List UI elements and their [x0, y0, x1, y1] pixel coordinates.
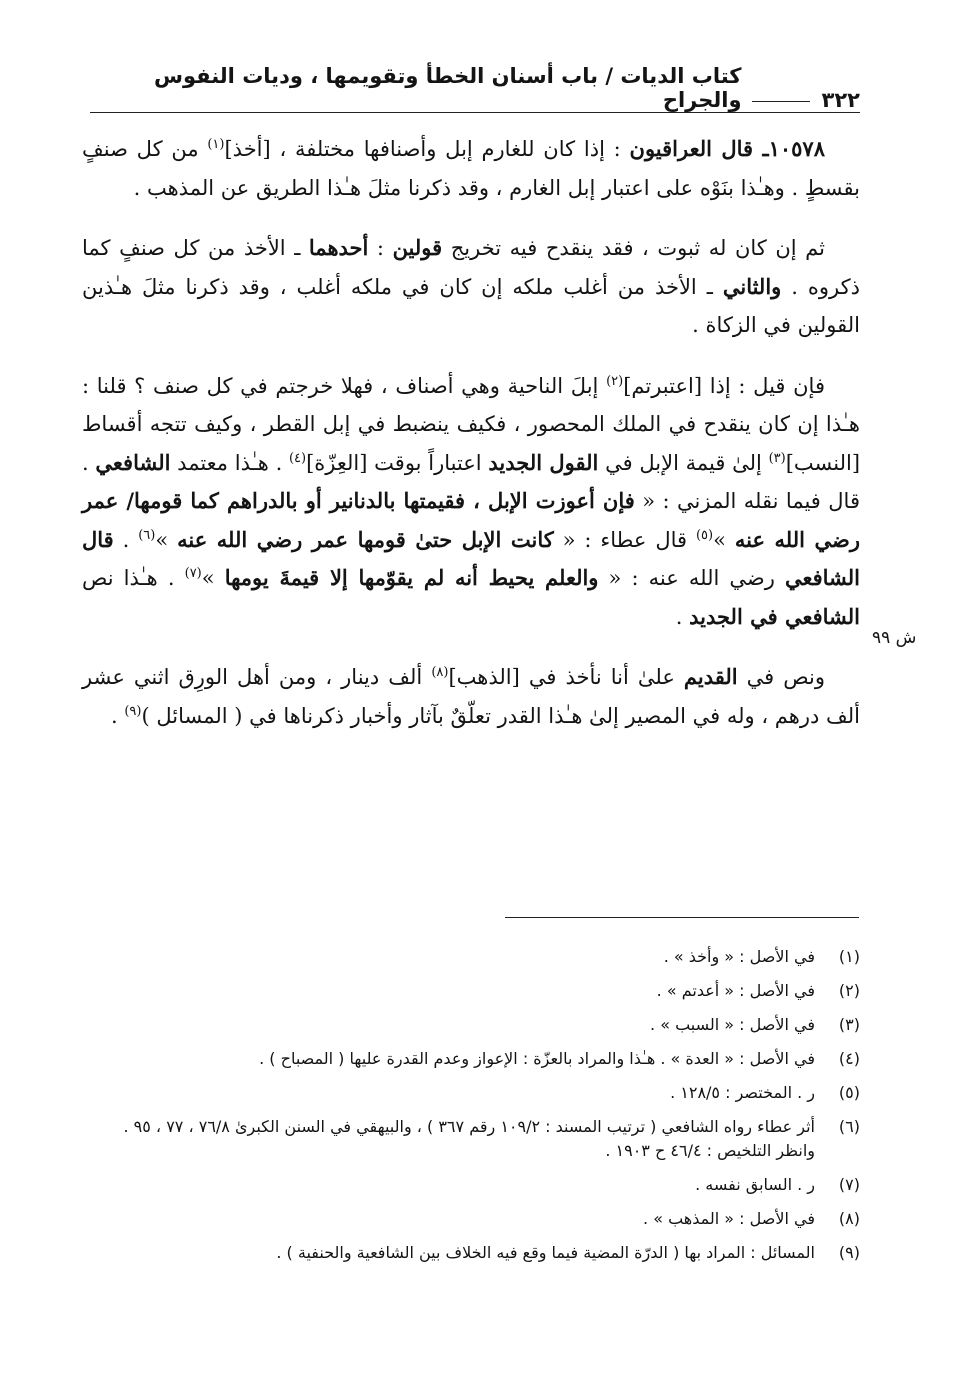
- footnote-number: (٤): [838, 1049, 860, 1068]
- paragraph-4: [82, 658, 860, 735]
- footnote-text: المسائل : المراد بها ( الدرّة المضية فيما وقع فيه الخلاف بين الشافعية والحنفية ) .: [276, 1243, 815, 1262]
- paragraph-1: [82, 130, 860, 207]
- footnote-item: [120, 1173, 860, 1197]
- text-run: »: [201, 566, 225, 590]
- text-run: قال عطاء : «: [553, 527, 696, 552]
- text-run: . قال فيما نقله المزني : «: [82, 450, 860, 513]
- text-run: فإن قيل : إذا [اعتبرتم]: [623, 373, 825, 398]
- footnote-number: (١): [838, 947, 860, 966]
- footnote-ref: (٨): [431, 665, 449, 680]
- footnote-number: (٨): [838, 1209, 860, 1228]
- bold-run: كانت الإبل حتىٰ قومها عمر رضي الله عنه: [177, 526, 554, 552]
- bold-run: والعلم يحيط أنه لم يقوّمها إلا قيمةَ يومها: [224, 565, 599, 590]
- text-run: .: [110, 703, 125, 728]
- footnote-item: [120, 1241, 860, 1265]
- header-dash: [752, 101, 810, 102]
- running-header: [90, 62, 860, 113]
- bold-run: الشافعي في الجديد: [689, 603, 860, 629]
- margin-manuscript-folio: ش ٩٩: [872, 628, 917, 648]
- bold-run: قولين: [392, 235, 443, 260]
- footnote-text: في الأصل : « العدة » . هـٰذا والمراد بالعزّة : الإعواز وعدم القدرة عليها ( المصباح ) .: [259, 1049, 815, 1068]
- text-run: »: [155, 527, 178, 552]
- text-run: .: [113, 527, 139, 552]
- text-run: ونص في: [737, 665, 825, 689]
- bold-run: القول الجديد: [488, 449, 599, 475]
- footnote-item: [120, 1207, 860, 1231]
- text-run: من كل صنفٍ بقسطٍ . وهـٰذا بنَوْه على اعتبار إبل الغارم ، وقد ذكرنا مثلَ هـٰذا الطريق عن المذهب .: [82, 137, 860, 200]
- footnote-ref: (١): [207, 137, 225, 152]
- footnote-text: في الأصل : « أعدتم » .: [656, 981, 815, 1000]
- bold-run: أحدهما: [308, 235, 369, 260]
- text-run: رضي الله عنه : «: [598, 566, 785, 590]
- footnote-separator: [505, 917, 859, 918]
- header-title: كتاب الديات / باب أسنان الخطأ وتقويمها ، وديات النفوس والجراح: [153, 64, 742, 112]
- paragraph-2: [82, 229, 860, 345]
- text-run: علىٰ أنا نأخذ في [الذهب]: [448, 665, 684, 689]
- footnote-ref: (٤): [288, 450, 307, 466]
- footnote-number: (٣): [838, 1015, 860, 1034]
- text-run: .: [675, 604, 690, 629]
- footnote-text: في الأصل : « وأخذ » .: [663, 947, 815, 966]
- footnote-number: (٢): [838, 981, 860, 1000]
- main-text: [82, 130, 860, 757]
- bold-run: الشافعي: [95, 449, 171, 475]
- issue-number: ١٠٥٧٨ـ قال العراقيون: [629, 136, 825, 161]
- text-run: ألف دينار ، ومن أهل الورِق اثني عشر ألف درهم ، وله في المصير إلىٰ هـٰذا القدر تعلّقٌ بآثار وأخبار ذكرناها في ( المسائل ): [82, 665, 860, 728]
- footnote-number: (٩): [838, 1243, 860, 1262]
- bold-run: والثاني: [722, 273, 782, 299]
- text-run: إبلَ الناحية وهي أصناف ، فهلا خرجتم في كل صنف ؟ قلنا : هـٰذا إن كان ينقدح في الملك المحصور ، فكيف ينضبط في إبل القطر ، وكيف تتجه أقساط [النسب]: [82, 373, 861, 475]
- footnote-number: (٦): [838, 1117, 860, 1136]
- footnotes: [120, 945, 860, 1275]
- footnote-number: (٥): [838, 1083, 860, 1102]
- text-run: اعتباراً بوقت [العِزّة]: [306, 450, 489, 475]
- paragraph-3: [82, 367, 860, 637]
- text-run: ـ الأخذ من كل صنفٍ كما ذكروه .: [82, 236, 860, 299]
- footnote-number: (٧): [838, 1175, 860, 1194]
- footnote-ref: (٥): [695, 527, 714, 543]
- footnote-item: [120, 1013, 860, 1037]
- text-run: . هـٰذا نص: [82, 566, 185, 590]
- bold-run: فإن أعوزت الإبل ، فقيمتها بالدنانير أو بالدراهم كما قومها/ عمر رضي الله عنه: [82, 488, 861, 552]
- footnote-item: [120, 1047, 860, 1071]
- footnote-item: [120, 945, 860, 969]
- text-run: ثم إن كان له ثبوت ، فقد ينقدح فيه تخريج: [442, 236, 825, 260]
- text-run: . هـٰذا معتمد: [170, 450, 289, 475]
- text-run: ـ الأخذ من أغلب ملكه إن كان في ملكه أغلب ، وقد ذكرنا مثلَ هـٰذين القولين في الزكاة .: [82, 274, 860, 337]
- footnote-ref: (٦): [138, 527, 156, 543]
- text-run: إلىٰ قيمة الإبل في: [598, 450, 769, 475]
- footnote-item: [120, 1081, 860, 1105]
- footnote-ref: (٣): [768, 450, 786, 466]
- text-run: »: [713, 527, 735, 552]
- footnote-item: [120, 979, 860, 1003]
- footnote-item: [120, 1115, 860, 1163]
- bold-run: القديم: [683, 664, 738, 689]
- footnote-text: أثر عطاء رواه الشافعي ( ترتيب المسند : ١٠٩/٢ رقم ٣٦٧ ) ، والبيهقي في السنن الكبرىٰ ٧٦/٨ ، ٧٧ ، ٩٥ . وانظر التلخيص : ٤٦/٤ ح ١٩٠٣ .: [123, 1117, 815, 1160]
- footnote-text: في الأصل : « المذهب » .: [643, 1209, 815, 1228]
- footnote-text: في الأصل : « السبب » .: [650, 1015, 815, 1034]
- page-number: ٣٢٢: [821, 88, 860, 112]
- footnote-text: ر . السابق نفسه .: [695, 1175, 815, 1194]
- footnote-text: ر . المختصر : ١٢٨/٥ .: [670, 1083, 815, 1102]
- footnote-ref: (٧): [184, 566, 202, 581]
- bold-run: قال الشافعي: [82, 526, 861, 590]
- text-run: :: [368, 236, 393, 260]
- footnote-ref: (٩): [124, 703, 142, 719]
- footnote-ref: (٢): [606, 373, 624, 389]
- text-run: : إذا كان للغارم إبل وأصنافها مختلفة ، [أخذ]: [224, 137, 630, 161]
